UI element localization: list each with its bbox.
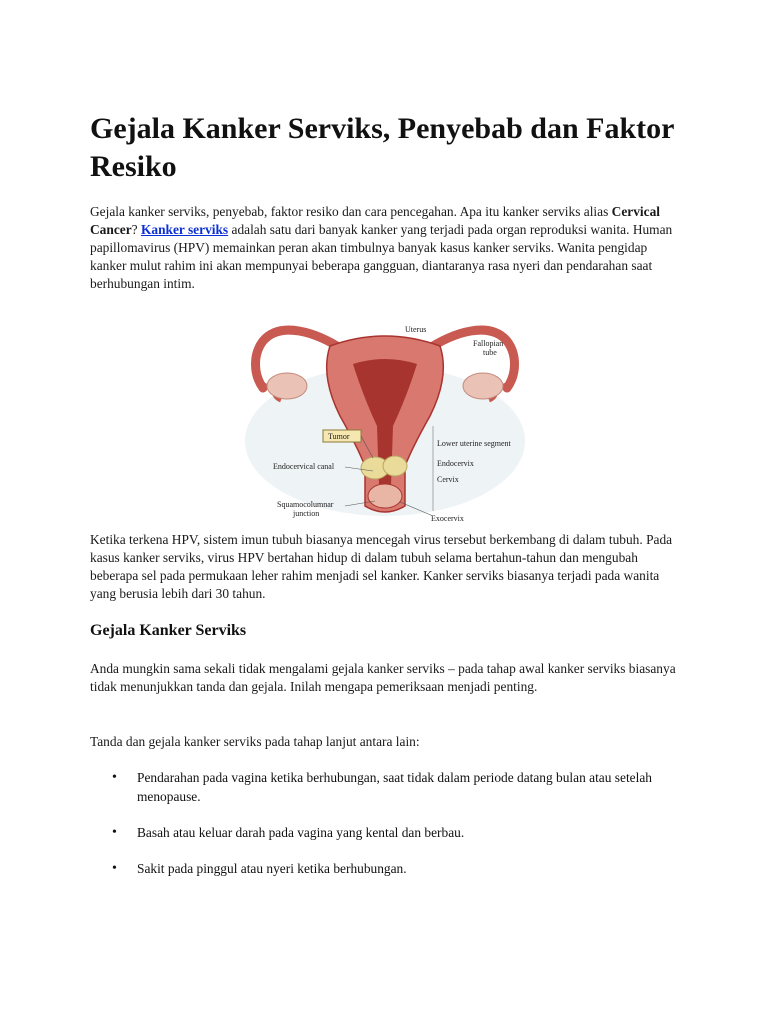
label-cervix: Cervix (437, 475, 459, 484)
label-fallopian-2: tube (483, 348, 497, 357)
question-mark: ? (131, 222, 138, 237)
intro-text-1: Gejala kanker serviks, penyebab, faktor resiko dan cara pencegahan. Apa itu kanker serviks alias (90, 204, 609, 219)
label-lower-uterine-segment: Lower uterine segment (437, 439, 511, 448)
list-item-text: Basah atau keluar darah pada vagina yang kental dan berbau. (137, 825, 465, 840)
label-endocervix: Endocervix (437, 459, 474, 468)
list-item (112, 859, 677, 878)
intro-paragraph (90, 203, 685, 293)
label-tumor: Tumor (328, 432, 350, 441)
bullet-icon: • (112, 825, 117, 840)
uterus-illustration (235, 306, 535, 524)
label-squamocolumnar-1: Squamocolumnar (277, 500, 334, 509)
bullet-icon: • (112, 770, 117, 785)
label-exocervix: Exocervix (431, 514, 464, 523)
list-item-text: Sakit pada pinggul atau nyeri ketika berhubungan. (137, 861, 407, 876)
list-item (112, 768, 677, 806)
list-item (112, 823, 677, 842)
hpv-paragraph: Ketika terkena HPV, sistem imun tubuh biasanya mencegah virus tersebut berkembang di dalam tubuh. Pada kasus kanker serviks, virus HPV bertahan hidup di dalam tubuh selama bertahun-tahun dan mengubah beberapa sel pada permukaan leher rahim menjadi sel kanker. Kanker serviks biasanya terjadi pada wanita yang berusia lebih dari 30 tahun. (90, 532, 673, 601)
intro-text-2: adalah satu dari banyak kanker yang terjadi pada organ reproduksi wanita. Human papillomavirus (HPV) memainkan peran akan timbulnya banyak kasus kanker serviks. Wanita pengidap kanker mulut rahim ini akan mempunyai beberapa gangguan, diantaranya rasa nyeri dan pendarahan saat berhubungan intim. (90, 222, 673, 291)
uterus-diagram (235, 306, 535, 524)
late-symptoms-intro: Tanda dan gejala kanker serviks pada tahap lanjut antara lain: (90, 734, 420, 749)
symptom-list (112, 768, 677, 895)
cervical-cancer-term: Cervical Cancer (90, 204, 661, 237)
label-squamocolumnar-2: junction (293, 509, 320, 518)
bullet-icon: • (112, 861, 117, 876)
label-uterus: Uterus (405, 325, 427, 334)
label-fallopian-1: Fallopian (473, 339, 504, 348)
section-heading: Gejala Kanker Serviks (90, 622, 247, 639)
kanker-serviks-link[interactable]: Kanker serviks (140, 222, 229, 237)
page-title: Gejala Kanker Serviks, Penyebab dan Faktor Resiko (90, 112, 674, 183)
list-item-text: Pendarahan pada vagina ketika berhubungan, saat tidak dalam periode datang bulan atau setelah menopause. (137, 770, 652, 804)
early-symptoms-paragraph: Anda mungkin sama sekali tidak mengalami gejala kanker serviks – pada tahap awal kanker serviks biasanya tidak menunjukkan tanda dan gejala. Inilah mengapa pemeriksaan menjadi penting. (90, 661, 676, 694)
label-endocervical-canal: Endocervical canal (273, 462, 335, 471)
